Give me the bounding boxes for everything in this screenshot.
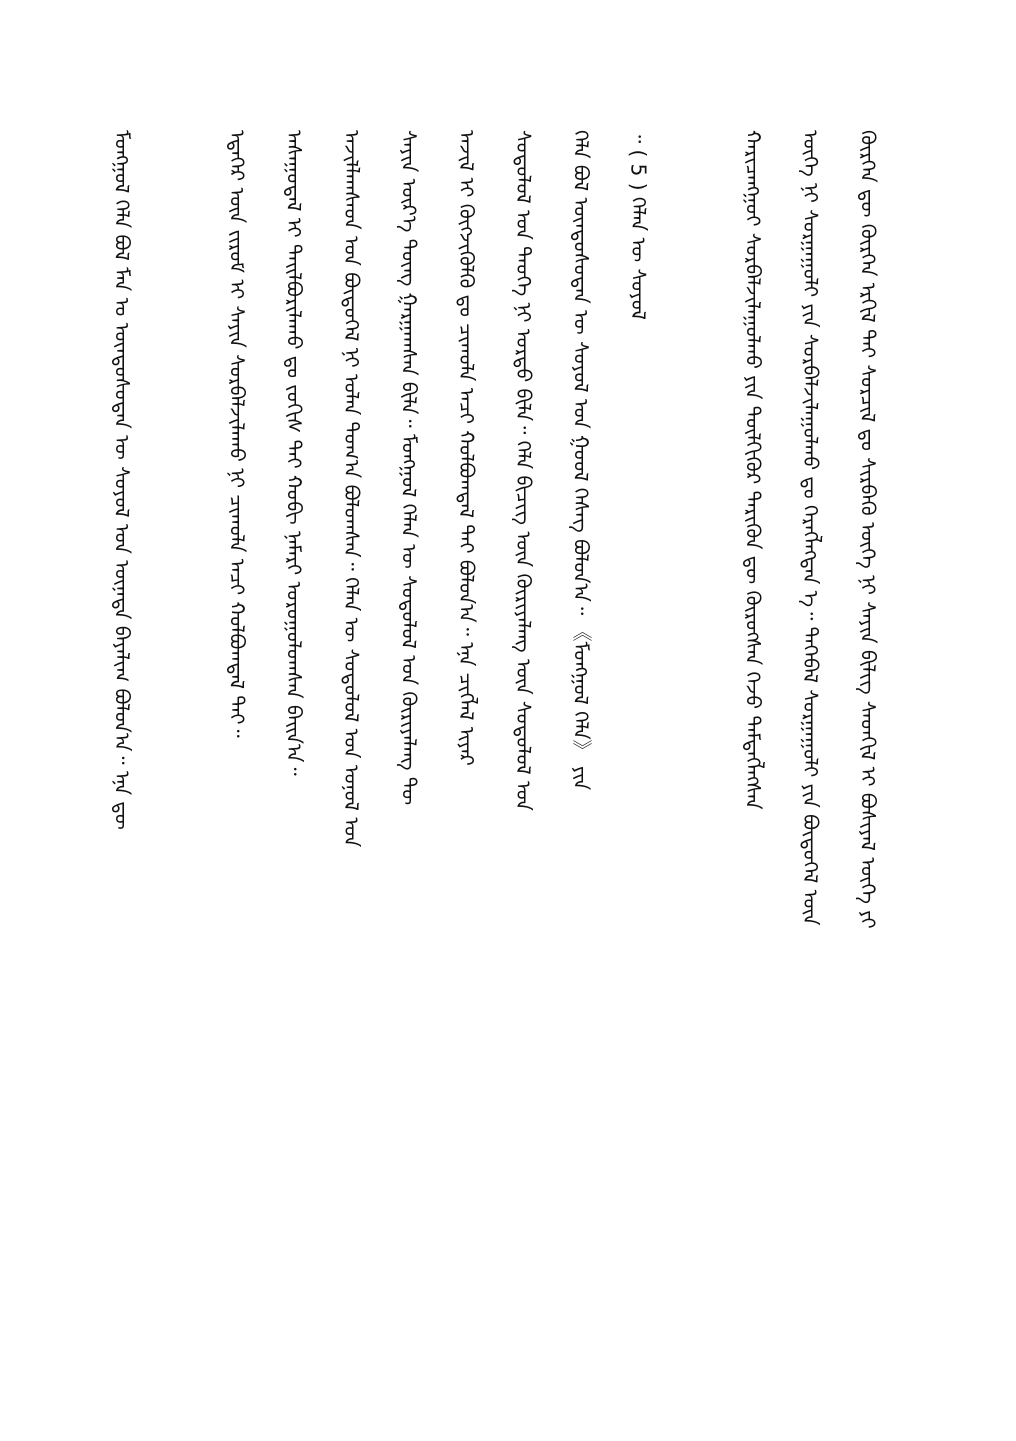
text-line-11: ᠡᠳᠡᠭᠡᠷ ᠦᠨ ᠵᠢᠷᠤᠮ ᠢ ᠰᠠᠶᠢᠨ ᠰᠤᠷᠪᠠᠯᠵᠢᠯᠠᠬᠤ ᠨᠢ ᠴᠢᠬᠤᠯᠠ ᠠᠴᠢ ᠬᠣᠯᠪᠤᠭᠳᠠᠯ ᠲᠠᠢ᠃ [224,130,249,738]
text-line-9: ᠠᠵᠢᠯᠯᠠᠭᠰᠠᠳ ᠤᠨ ᠪᠦᠲᠦᠭᠡᠯ ᠨᠢ ᠣᠯᠠᠨ ᠲᠣᠭ᠎ᠠ ᠪᠣᠯᠤᠭᠰᠠᠨ᠃ ᠬᠡᠯᠡᠨ ᠦ ᠰᠤᠳᠤᠯᠤᠯ ᠤᠨ ᠣᠨᠣᠯ ᠤᠨ [339,130,364,848]
text-line-2: ᠦᠭᠡ ᠨᠢ ᠰᠤᠷᠭᠠᠭᠤᠯᠢ ᠶᠢᠨ ᠰᠤᠷᠪᠠᠯᠵᠢᠯᠠᠭᠤᠯᠬᠤ ᠳᠤ ᠬᠡᠷᠡᠭᠯᠡᠭᠳᠡᠨ ᠡ᠃ ᠲᠡᠭᠡᠪᠡᠯ ᠰᠤᠷᠭᠠᠭᠤᠯᠢ ᠶᠢᠨ ᠪᠦᠲᠦᠭᠡᠯ ᠦᠨ [798,130,823,926]
text-line-5: ᠬᠡᠯᠡ ᠪᠣᠯ ᠦᠨᠳᠦᠰᠦᠲᠡᠨ ᠦ ᠰᠣᠶᠤᠯ ᠤᠨ ᠭᠣᠣᠯ ᠬᠡᠰᠡᠭ ᠪᠣᠯᠤᠨ᠎ᠠ᠃ 《ᠮᠣᠩᠭᠣᠯ ᠬᠡᠯᠡ》 ᠶᠢᠨ [569,130,593,791]
line-spacer [167,130,191,1270]
text-line-3: ᠬᠠᠷᠢᠴᠠᠩᠭᠤᠢ ᠰᠤᠷᠪᠠᠯᠵᠢᠯᠠᠭᠤᠯᠬᠤ ᠶᠢᠨ ᠲᠦᠯᠬᠢᠭᠦᠷ ᠲᠡᠷᠢᠭᠦᠨ ᠳᠦ ᠬᠦᠷᠦᠭᠰᠡᠨ ᠭᠡᠵᠦ ᠲᠡᠮᠳᠡᠭᠯᠡᠭᠰᠡᠨ [741,130,766,810]
text-line-6: ᠰᠤᠳᠤᠯᠤᠯ ᠤᠨ ᠲᠡᠦᠬᠡ ᠨᠢ ᠤᠷᠲᠤ ᠪᠢᠯᠡ᠃ ᠬᠡᠯᠡ ᠪᠢᠴᠢᠭ ᠦᠨ ᠬᠦᠷᠢᠶᠡᠯᠡᠩ ᠦᠨ ᠰᠤᠳᠤᠯᠤᠯ ᠤᠨ [511,130,536,811]
text-line-8: ᠰᠠᠶᠢᠨ ᠦᠷ᠎ᠡ ᠳᠦᠩ ᠭᠠᠷᠭᠠᠭᠰᠠᠨ ᠪᠢᠯᠡ᠃ ᠮᠣᠩᠭᠣᠯ ᠬᠡᠯᠡᠨ ᠦ ᠰᠤᠳᠤᠯᠤᠯ ᠤᠨ ᠬᠦᠷᠢᠶᠡᠯᠡᠩ ᠲᠦ [396,130,421,806]
text-line-13: ᠮᠣᠩᠭᠣᠯ ᠬᠡᠯᠡ ᠪᠣᠯ ᠮᠠᠨ ᠤ ᠦᠨᠳᠦᠰᠦᠲᠡᠨ ᠦ ᠰᠣᠶᠤᠯ ᠤᠨ ᠦᠨᠡᠲᠡ ᠪᠠᠶᠠᠯᠢᠭ ᠪᠣᠯᠤᠨ᠎ᠠ᠃ ᠡᠨᠡ ᠳᠦ [110,130,134,830]
line-spacer [684,130,708,1270]
vertical-text-body [110,130,880,1270]
text-line-1: ᠬᠦᠷᠭᠡᠨ ᠳᠦ ᠬᠦᠷᠭᠡᠨ ᠡᠷᠭᠢᠯ ᠲᠠᠢ ᠰᠤᠷᠴᠢᠯ ᠳᠤ ᠰᠢᠷᠪᠡᠬᠦ ᠦᠭᠡ ᠨᠢ ᠰᠠᠶᠢᠨ ᠪᠢᠯᠢᠭ ᠰᠡᠳᠬᠢᠯ ᠢ ᠪᠤᠰᠢᠶᠠᠯ ᠦᠭᠡ ᠶᠢ [855,130,880,929]
text-line-10: ᠠᠰᠠᠭᠤᠳᠠᠯ ᠢ ᠲᠠᠢᠯᠪᠤᠷᠢᠯᠠᠬᠤ ᠳᠤ ᠵᠣᠬᠢᠰ ᠲᠠᠢ ᠬᠤᠪᠢ ᠨᠡᠮᠡᠷᠢ ᠣᠷᠤᠭᠤᠯᠤᠭᠰᠠᠨ ᠪᠠᠢᠨ᠎ᠠ᠃ [282,130,307,776]
section-heading: ᠃ ( 5 ) ᠬᠡᠯᠡᠨ ᠦ ᠰᠣᠶᠤᠯ [626,130,651,320]
text-line-7: ᠠᠵᠢᠯ ᠢ ᠬᠦᠭᠵᠢᠭᠦᠯᠬᠦ ᠳᠤ ᠴᠢᠬᠤᠯᠠ ᠠᠴᠢ ᠬᠣᠯᠪᠤᠭᠳᠠᠯ ᠲᠠᠢ ᠪᠣᠯᠤᠨ᠎ᠠ᠃ ᠡᠨᠡ ᠴᠢᠭᠯᠡᠯ ᠢᠶᠡᠷ [454,130,479,766]
